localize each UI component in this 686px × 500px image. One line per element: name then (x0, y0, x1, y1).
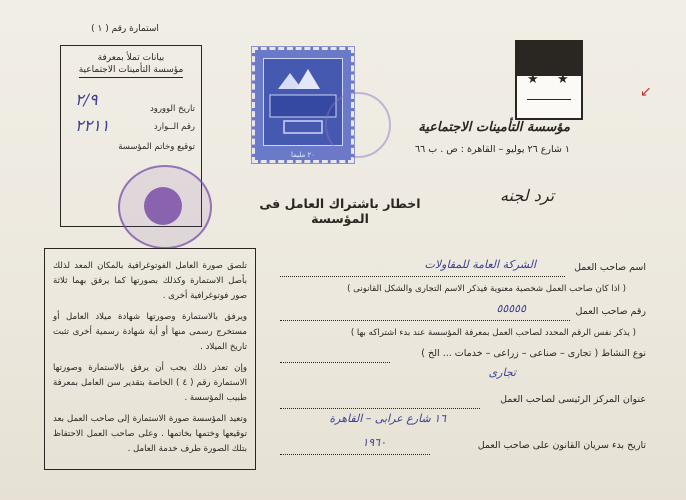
faint-seal-stamp (325, 92, 391, 158)
form-number: استمارة رقم ( ١ ) (91, 24, 159, 34)
activity-label: نوع النشاط ( تجارى – صناعى – زراعى – خدمات ... الخ ) (421, 348, 646, 359)
purple-seal-stamp (118, 165, 212, 249)
employer-number-line (280, 320, 570, 321)
office-use-heading-line2: مؤسسة التأمينات الاجتماعية (79, 64, 184, 78)
revenue-stamp-value: ٢٠ مليما (290, 151, 316, 159)
law-start-date-label: تاريخ بدء سريان القانون على صاحب العمل (477, 440, 646, 451)
office-use-heading (61, 52, 201, 78)
red-pen-mark: ↙ (640, 84, 652, 100)
instruction-paragraph: تلصق صورة العامل الفوتوغرافية بالمكان المعد لذلك بأصل الاستمارة وكذلك بصورتها كما يرفق بهما ثلاثة صور فوتوغرافية أخرى . (53, 261, 247, 301)
organization-logo: ★ ★ (515, 40, 583, 120)
activity-line (280, 362, 390, 363)
employer-name-line (280, 276, 565, 277)
headquarters-line (280, 408, 480, 409)
law-start-date-line (280, 454, 430, 455)
office-use-heading-line1: بيانات تملأ بمعرفة (97, 53, 165, 63)
law-start-date-value: ١٩٦٠ (362, 436, 386, 449)
received-date-value: ٢/٩ (75, 90, 98, 109)
instructions-box (44, 248, 256, 470)
employer-number-value: ٥٥٥٥٥ (496, 302, 526, 315)
signature-label: توقيع وخاتم المؤسسة (118, 142, 195, 152)
organization-address: ١ شارع ٢٦ يوليو – القاهرة : ص . ب ٦٦ (415, 144, 570, 155)
handwritten-note: ترد لجنه (500, 186, 555, 205)
instruction-paragraph: وتعيد المؤسسة صورة الاستمارة إلى صاحب العمل بعد توقيعها وختمها بخاتمها . وعلى صاحب العمل الاحتفاظ بتلك الصورة طرف خدمة العامل . (53, 414, 247, 454)
employer-name-note: ( اذا كان صاحب العمل شخصية معنوية فيذكر الاسم التجارى والشكل القانونى ) (347, 284, 626, 294)
headquarters-label: عنوان المركز الرئيسى لصاحب العمل (500, 394, 646, 405)
instruction-paragraph: وإن تعذر ذلك يجب أن يرفق بالاستمارة وصورتها الاستمارة رقم ( ٤ ) الخاصة بتقدير سن العامل بمعرفة طبيب المؤسسة . (53, 363, 247, 403)
employer-number-label: رقم صاحب العمل (575, 306, 646, 317)
employer-name-label: اسم صاحب العمل (574, 262, 646, 273)
received-number-value: ٢٢١١ (75, 116, 110, 135)
headquarters-value: ١٦ شارع عرابى – القاهرة (329, 412, 446, 425)
document-title: اخطار باشتراك العامل فى المؤسسة (259, 196, 421, 226)
activity-value: تجارى (488, 366, 516, 379)
received-date-label: تاريخ الوورود (149, 104, 195, 114)
employer-number-note: ( يذكر نفس الرقم المحدد لصاحب العمل بمعرفة المؤسسة عند بدء اشتراكه بها ) (350, 328, 636, 338)
instruction-paragraph: ويرفق بالاستمارة وصورتها شهادة ميلاد العامل أو مستخرج رسمى منها أو أية شهادة رسمية أخرى تثبت تاريخ الميلاد . (53, 312, 247, 352)
employer-name-value: الشركة العامة للمقاولات (424, 258, 536, 271)
organization-name: مؤسسة التأمينات الاجتماعية (418, 120, 570, 135)
received-number-label: رقم الــوارد (153, 122, 195, 132)
